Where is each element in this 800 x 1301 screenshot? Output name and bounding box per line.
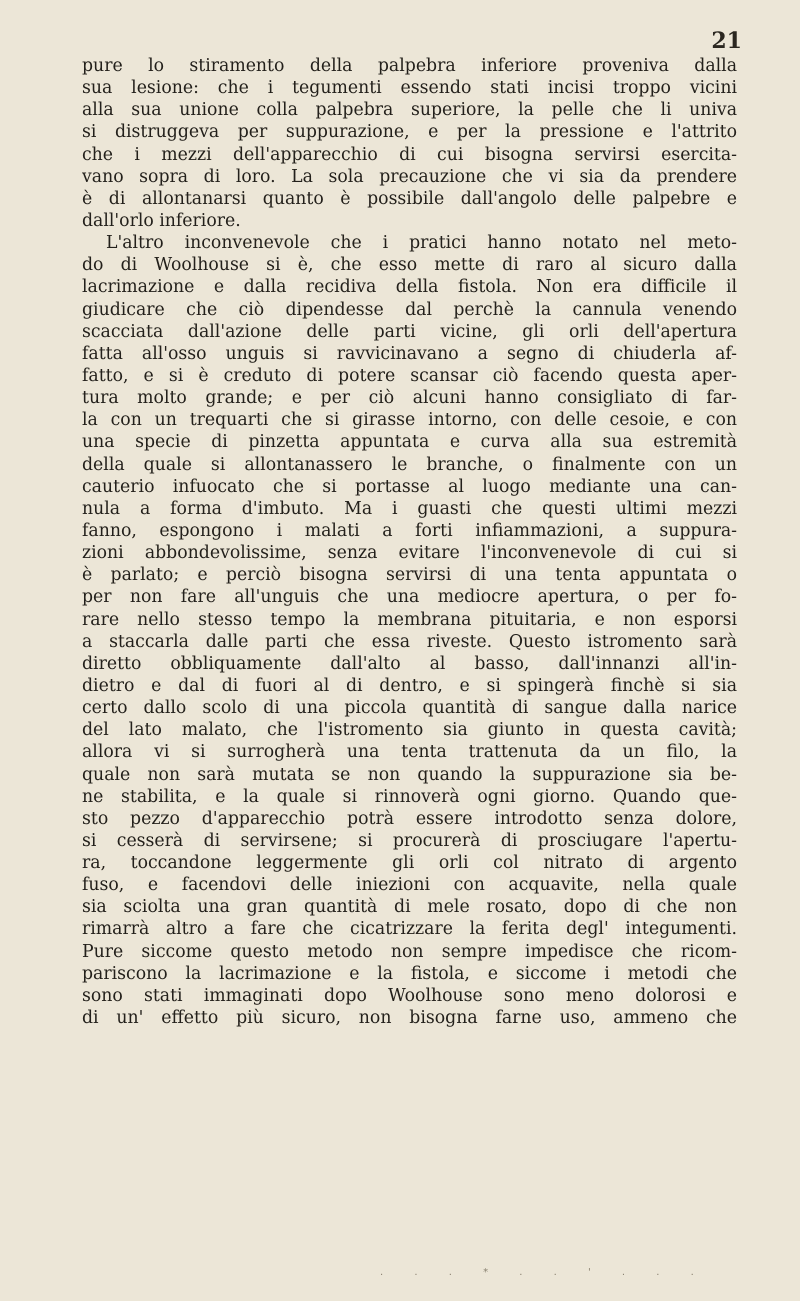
text-line: quale non sarà mutata se non quando la suppurazione sia be- xyxy=(82,764,737,785)
text-line: per non fare all'unguis che una mediocre apertura, o per fo- xyxy=(82,587,737,608)
text-line: rimarrà altro a fare che cicatrizzare la ferita degl' integumenti. xyxy=(82,919,737,940)
text-line: sia sciolta una gran quantità di mele rosato, dopo di che non xyxy=(82,897,737,918)
text-line: alla sua unione colla palpebra superiore, la pelle che li univa xyxy=(82,100,737,121)
text-line: do di Woolhouse si è, che esso mette di raro al sicuro dalla xyxy=(82,255,737,276)
text-line: pariscono la lacrimazione e la fistola, e siccome i metodi che xyxy=(82,963,737,984)
text-line: della quale si allontanassero le branche, o finalmente con un xyxy=(82,454,737,475)
text-line: sua lesione: che i tegumenti essendo stati incisi troppo vicini xyxy=(82,78,737,99)
text-line: dietro e dal di fuori al di dentro, e si spingerà finchè si sia xyxy=(82,675,737,696)
text-line: si cesserà di servirsene; si procurerà di prosciugare l'apertu- xyxy=(82,830,737,851)
bottom-ink-specks: . . . * . . ' . . . xyxy=(380,1267,708,1278)
text-line: del lato malato, che l'istromento sia giunto in questa cavità; xyxy=(82,720,737,741)
body-text xyxy=(82,55,737,1029)
text-line: che i mezzi dell'apparecchio di cui bisogna servirsi esercita- xyxy=(82,144,737,165)
text-line: a staccarla dalle parti che essa riveste. Questo istromento sarà xyxy=(82,631,737,652)
text-line: pure lo stiramento della palpebra inferiore proveniva dalla xyxy=(82,56,737,76)
page-number: 21 xyxy=(711,28,742,54)
text-line: certo dallo scolo di una piccola quantità di sangue dalla narice xyxy=(82,698,737,719)
text-line: ne stabilita, e la quale si rinnoverà ogni giorno. Quando que- xyxy=(82,786,737,807)
text-line: L'altro inconvenevole che i pratici hanno notato nel meto- xyxy=(106,233,737,254)
text-line: scacciata dall'azione delle parti vicine, gli orli dell'apertura xyxy=(82,321,737,342)
text-line: la con un trequarti che si girasse intorno, con delle cesoie, e con xyxy=(82,410,737,431)
text-line: di un' effetto più sicuro, non bisogna farne uso, ammeno che xyxy=(82,1008,737,1029)
text-line: fatto, e si è creduto di potere scansar ciò facendo questa aper- xyxy=(82,365,737,386)
text-line: una specie di pinzetta appuntata e curva alla sua estremità xyxy=(82,432,737,453)
text-line: diretto obbliquamente dall'alto al basso, dall'innanzi all'in- xyxy=(82,653,737,674)
text-line: nula a forma d'imbuto. Ma i guasti che questi ultimi mezzi xyxy=(82,498,737,519)
text-line: sto pezzo d'apparecchio potrà essere introdotto senza dolore, xyxy=(82,808,737,829)
text-line: giudicare che ciò dipendesse dal perchè la cannula venendo xyxy=(82,299,737,320)
text-line: allora vi si surrogherà una tenta trattenuta da un filo, la xyxy=(82,742,737,763)
text-line: tura molto grande; e per ciò alcuni hanno consigliato di far- xyxy=(82,388,737,409)
text-line: zioni abbondevolissime, senza evitare l'inconvenevole di cui si xyxy=(82,543,737,564)
text-line: sono stati immaginati dopo Woolhouse sono meno dolorosi e xyxy=(82,985,737,1006)
text-line: fatta all'osso unguis si ravvicinavano a segno di chiuderla af- xyxy=(82,343,737,364)
text-line: lacrimazione e dalla recidiva della fistola. Non era difficile il xyxy=(82,277,737,298)
text-line: rare nello stesso tempo la membrana pituitaria, e non esporsi xyxy=(82,609,737,630)
text-line: è di allontanarsi quanto è possibile dall'angolo delle palpebre e xyxy=(82,188,737,209)
text-line: dall'orlo inferiore. xyxy=(82,210,241,231)
text-line: è parlato; e perciò bisogna servirsi di una tenta appuntata o xyxy=(82,565,737,586)
text-line: si distruggeva per suppurazione, e per la pressione e l'attrito xyxy=(82,122,737,143)
text-line: Pure siccome questo metodo non sempre impedisce che ricom- xyxy=(82,941,737,962)
text-line: fanno, espongono i malati a forti infiammazioni, a suppura- xyxy=(82,520,737,541)
text-line: fuso, e facendovi delle iniezioni con acquavite, nella quale xyxy=(82,875,737,896)
text-line: cauterio infuocato che si portasse al luogo mediante una can- xyxy=(82,476,737,497)
text-line: ra, toccandone leggermente gli orli col nitrato di argento xyxy=(82,853,737,874)
text-line: vano sopra di loro. La sola precauzione che vi sia da prendere xyxy=(82,166,737,187)
